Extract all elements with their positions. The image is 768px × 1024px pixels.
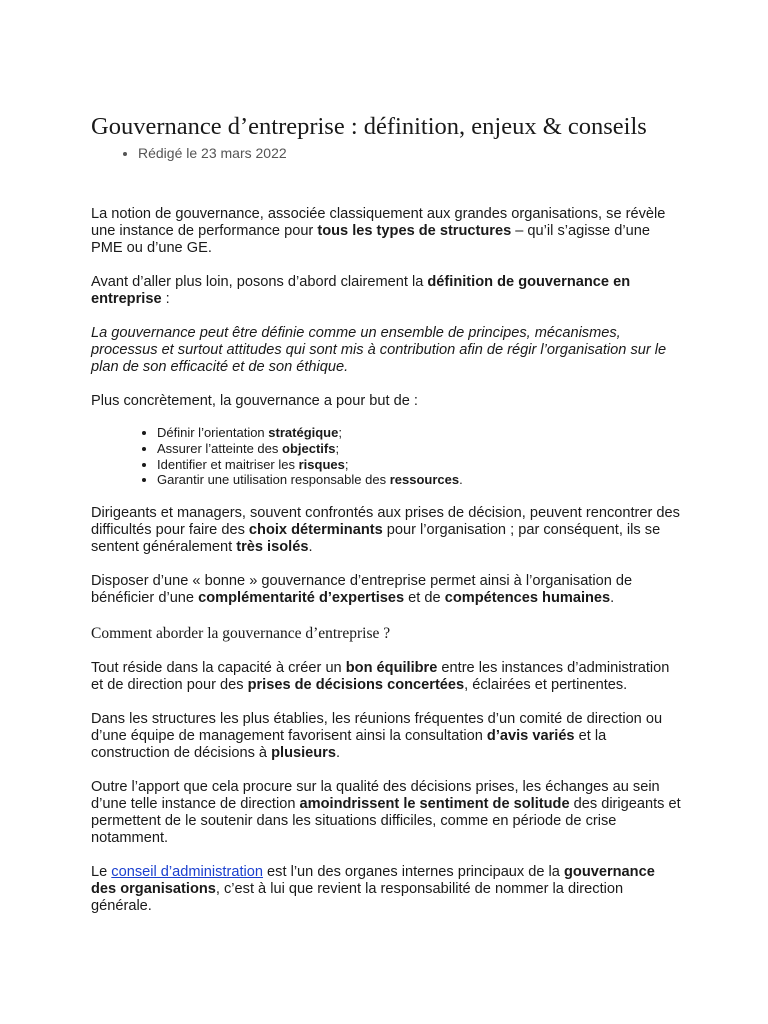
paragraph-decision-makers: Dirigeants et managers, souvent confrontés aux prises de décision, peuvent rencontrer des difficultés pour faire des choix déterminants pour l’organisation ; par conséquent, ils se sentent généralement très isolés. (91, 505, 680, 556)
paragraph-good-governance: Disposer d’une « bonne » gouvernance d’entreprise permet ainsi à l’organisation de bénéficier d’une complémentarité d’expertises et de compétences humaines. (91, 573, 633, 607)
goals-list (91, 425, 681, 488)
paragraph-board: Le conseil d’administration est l’un des organes internes principaux de la gouvernance des organisations, c’est à lui que revient la responsabilité de nommer la direction générale. (91, 864, 655, 915)
list-item: • Identifier et maitriser les risques; (157, 457, 681, 473)
section-subheading: Comment aborder la gouvernance d’entreprise ? (91, 625, 391, 643)
paragraph-intro: La notion de gouvernance, associée classiquement aux grandes organisations, se révèle une instance de performance pour tous les types de structures – qu’il s’agisse d’une PME ou d’une GE. (91, 206, 666, 256)
paragraph-solitude: Outre l’apport que cela procure sur la qualité des décisions prises, les échanges au sein d’une telle instance de direction amoindrissent le sentiment de solitude des dirigeants et permettent de le soutenir dans les situations difficiles, comme en période de crise notamment. (91, 779, 681, 847)
paragraph-definition-lead: Avant d’aller plus loin, posons d’abord clairement la définition de gouvernance en entreprise : (91, 274, 631, 307)
paragraph-balance: Tout réside dans la capacité à créer un bon équilibre entre les instances d’administration et de direction pour des prises de décisions concertées, éclairées et pertinentes. (91, 660, 670, 694)
list-item: • Définir l’orientation stratégique; (157, 425, 681, 441)
article-title: Gouvernance d’entreprise : définition, enjeux & conseils (91, 113, 647, 140)
list-item: • Garantir une utilisation responsable des ressources. (157, 472, 681, 488)
document-page (91, 112, 681, 915)
paragraph-structures: Dans les structures les plus établies, les réunions fréquentes d’un comité de direction ou d’une équipe de management favorisent ainsi la consultation d’avis variés et la construction de décisions à plusieurs. (91, 711, 663, 762)
list-item: • Assurer l’atteinte des objectifs; (157, 441, 681, 457)
publish-date: • Rédigé le 23 mars 2022 (138, 144, 681, 162)
board-of-directors-link[interactable]: conseil d’administration (111, 864, 263, 881)
definition-quote: La gouvernance peut être définie comme un ensemble de principes, mécanismes, processus et surtout attitudes qui sont mis à contribution afin de régir l’organisation sur le plan de son efficacité et de son éthique. (91, 325, 667, 375)
meta-list (91, 144, 681, 162)
paragraph-goals-lead: Plus concrètement, la gouvernance a pour but de : (91, 393, 418, 409)
